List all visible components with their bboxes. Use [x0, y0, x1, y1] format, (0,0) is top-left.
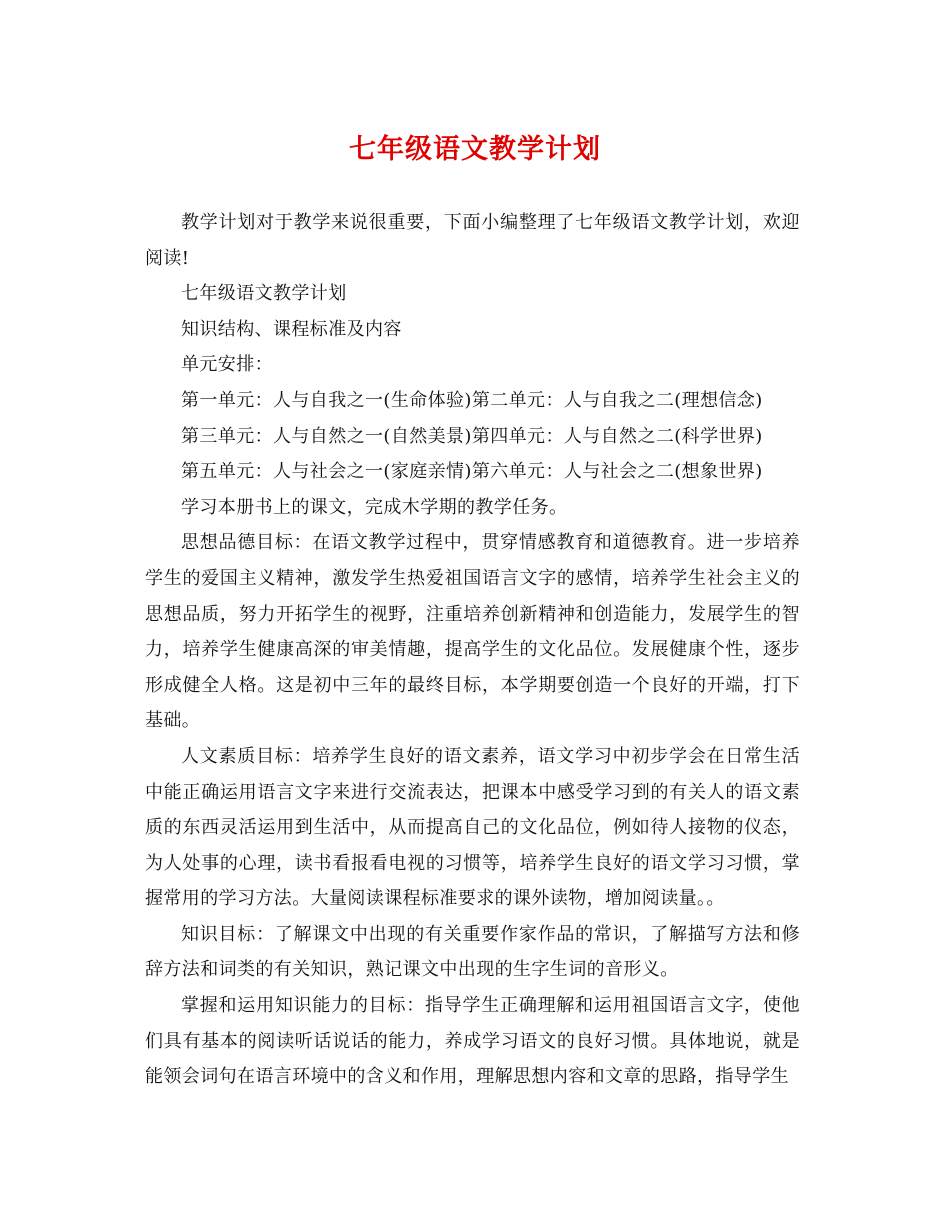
moral-goal-paragraph: 思想品德目标：在语文教学过程中，贯穿情感教育和道德教育。进一步培养学生的爱国主义精神，激发学生热爱祖国语言文字的感情，培养学生社会主义的思想品质，努力开拓学生的视野，注重培养创新精神和创造能力，发展学生的智力，培养学生健康高深的审美情趣，提高学生的文化品位。发展健康个性，逐步形成健全人格。这是初中三年的最终目标，本学期要创造一个良好的开端，打下基础。 [145, 532, 800, 732]
document-body [145, 205, 800, 1095]
unit-line-1: 第一单元：人与自我之一(生命体验)第二单元：人与自我之二(理想信念) [181, 389, 763, 411]
study-task-paragraph: 学习本册书上的课文，完成木学期的教学任务。 [181, 496, 568, 518]
humanities-goal-paragraph: 人文素质目标：培养学生良好的语文素养，语文学习中初步学会在日常生活中能正确运用语言文字来进行交流表达，把课本中感受学习到的有关人的语文素质的东西灵活运用到生活中，从而提高自己的文化品位，例如待人接物的仪态，为人处事的心理，读书看报看电视的习惯等，培养学生良好的语文学习习惯，掌握常用的学习方法。大量阅读课程标准要求的课外读物，增加阅读量。。 [145, 745, 800, 910]
unit-arrangement-heading: 单元安排： [181, 354, 273, 376]
section-heading: 知识结构、课程标准及内容 [181, 318, 402, 340]
unit-line-2: 第三单元：人与自然之一(自然美景)第四单元：人与自然之二(科学世界) [181, 425, 763, 447]
plan-heading: 七年级语文教学计划 [181, 283, 347, 305]
knowledge-goal-paragraph: 知识目标：了解课文中出现的有关重要作家作品的常识，了解描写方法和修辞方法和词类的有关知识，熟记课文中出现的生字生词的音形义。 [145, 923, 800, 981]
ability-goal-paragraph: 掌握和运用知识能力的目标：指导学生正确理解和运用祖国语言文字，使他们具有基本的阅读听话说话的能力，养成学习语文的良好习惯。具体地说，就是能领会词句在语言环境中的含义和作用，理解思想内容和文章的思路，指导学生 [145, 995, 800, 1088]
unit-line-3: 第五单元：人与社会之一(家庭亲情)第六单元：人与社会之二(想象世界) [181, 461, 763, 483]
document-title: 七年级语文教学计划 [349, 134, 601, 165]
intro-paragraph: 教学计划对于教学来说很重要，下面小编整理了七年级语文教学计划，欢迎阅读! [145, 212, 800, 269]
